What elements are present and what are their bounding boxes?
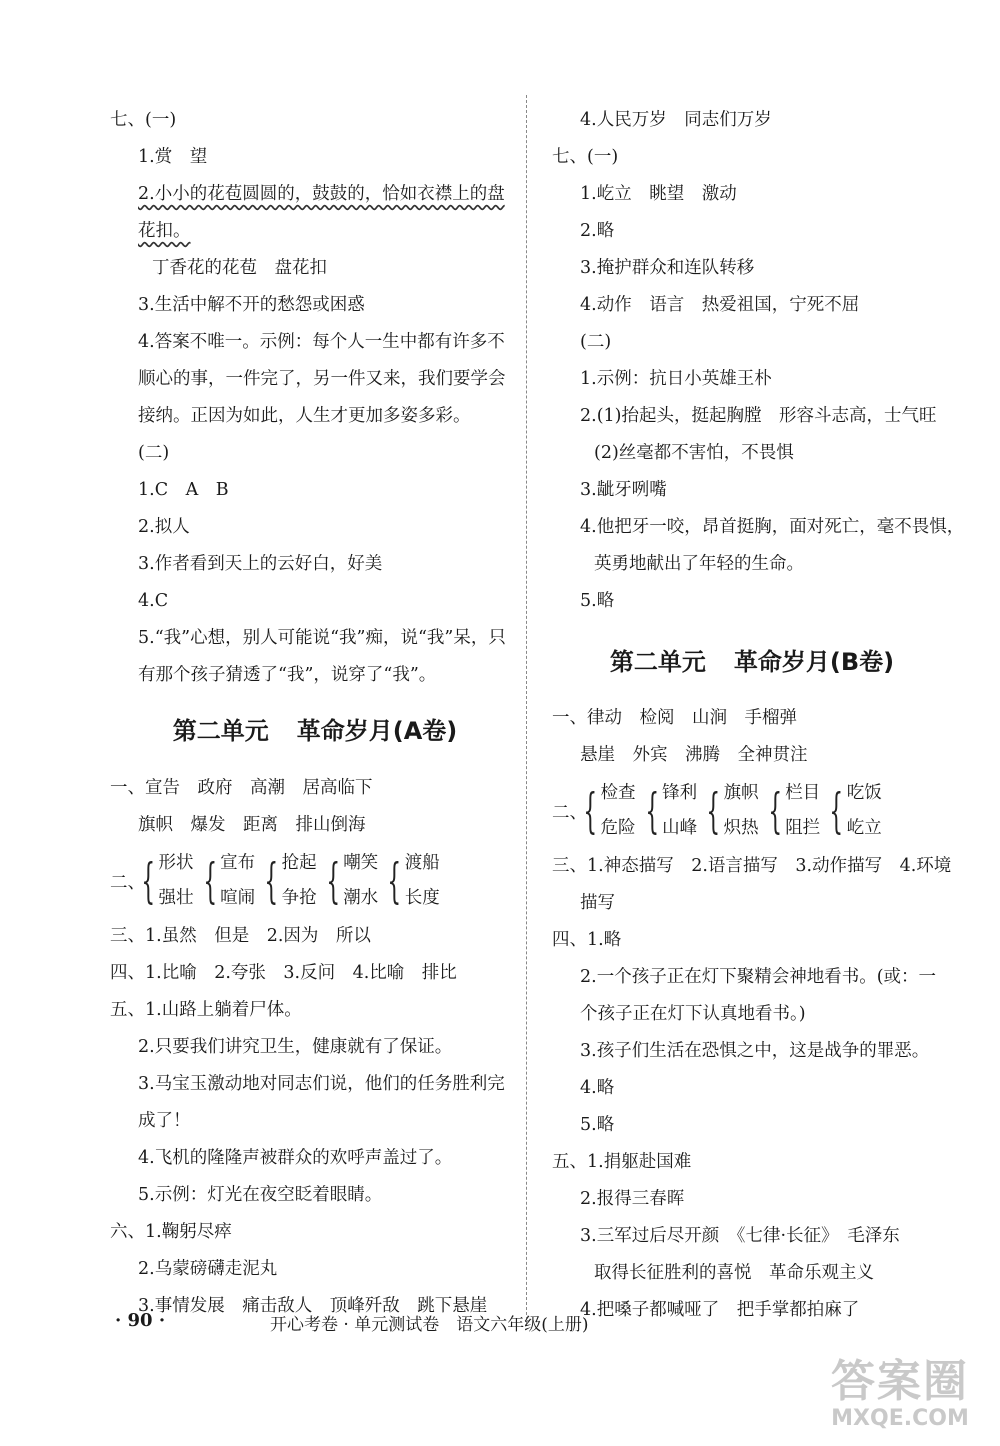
answer-line: 4.人民万岁 同志们万岁	[580, 110, 772, 130]
word-top: 旗帜	[723, 783, 759, 803]
word-top: 吃饭	[846, 783, 882, 803]
word-pair	[642, 776, 698, 846]
answer-line: 2.乌蒙磅礴走泥丸	[138, 1259, 278, 1279]
left-brace-icon: {	[706, 783, 721, 839]
heading-unit: 第二单元	[609, 648, 706, 676]
answer-line: 2.(1)抬起头，挺起胸膛 形容斗志高，士气旺	[580, 406, 937, 426]
word-bottom: 长度	[404, 888, 440, 908]
answer-line: (2)丝毫都不害怕，不畏惧	[594, 443, 794, 463]
answer-line: 3.三军过后尽开颜 《七律·长征》 毛泽东	[580, 1226, 900, 1246]
word-bottom: 山峰	[662, 818, 698, 838]
answer-line: 成了！	[138, 1111, 191, 1131]
word-pair	[384, 846, 440, 916]
left-brace-icon: {	[829, 783, 844, 839]
left-brace-icon: {	[387, 853, 402, 909]
word-top: 锋利	[662, 783, 698, 803]
answer-line: 4.略	[580, 1078, 615, 1098]
wavy-underlined-text: 2.小小的花苞圆圆的，鼓鼓的，恰如衣襟上的盘	[138, 184, 505, 204]
answer-line: 5.示例：灯光在夜空眨着眼睛。	[138, 1185, 383, 1205]
word-pair	[703, 776, 759, 846]
answer-line: 一、律动 检阅 山涧 手榴弹	[552, 708, 797, 728]
word-top: 检查	[600, 783, 636, 803]
answer-line: 4.他把牙一咬，昂首挺胸，面对死亡，毫不畏惧，	[580, 517, 965, 537]
answer-line: 接纳。正因为如此，人生才更加多姿多彩。	[138, 406, 471, 426]
heading-title: 革命岁月(B卷)	[733, 648, 895, 676]
answer-line: 悬崖 外宾 沸腾 全神贯注	[580, 745, 808, 765]
word-pair	[138, 846, 194, 916]
site-watermark	[815, 1356, 985, 1440]
answer-line: 5.“我”心想，别人可能说“我”痴，说“我”呆，只	[138, 628, 506, 648]
word-bottom: 喧闹	[220, 888, 256, 908]
answer-line: 四、1.比喻 2.夸张 3.反问 4.比喻 排比	[110, 963, 457, 983]
section-heading-a	[110, 706, 520, 756]
answer-line: 四、1.略	[552, 930, 622, 950]
brace-word-group	[110, 844, 520, 918]
answer-line: 3.事情发展 痛击敌人 顶峰歼敌 跳下悬崖	[138, 1296, 488, 1316]
answer-line: 3.马宝玉激动地对同志们说，他们的任务胜利完	[138, 1074, 505, 1094]
answer-line: 4.答案不唯一。示例：每个人一生中都有许多不	[138, 332, 505, 352]
answer-line: 描写	[580, 893, 615, 913]
watermark-url-text: MXQE.COM	[831, 1406, 969, 1431]
word-bottom: 危险	[600, 818, 636, 838]
answer-line: 英勇地献出了年轻的生命。	[594, 554, 804, 574]
watermark-logo-text: 答案圈	[831, 1356, 969, 1407]
word-pair	[580, 776, 636, 846]
section-heading-b	[552, 634, 952, 690]
answer-line: 五、1.捐躯赴国难	[552, 1152, 692, 1172]
word-bottom: 强壮	[158, 888, 194, 908]
answer-line: 4.飞机的隆隆声被群众的欢呼声盖过了。	[138, 1148, 453, 1168]
word-bottom: 阻拦	[785, 818, 821, 838]
answer-line: 个孩子正在灯下认真地看书。)	[580, 1004, 806, 1024]
answer-line: (二)	[138, 443, 170, 463]
answer-line: 1.屹立 眺望 激动	[580, 184, 737, 204]
right-column	[552, 102, 965, 1329]
answer-line: 有那个孩子猜透了“我”，说穿了“我”。	[138, 665, 437, 685]
word-pair	[765, 776, 821, 846]
answer-line: (二)	[580, 332, 612, 352]
answer-line: 3.作者看到天上的云好白，好美	[138, 554, 383, 574]
answer-line: 三、1.虽然 但是 2.因为 所以	[110, 926, 371, 946]
answer-line	[110, 176, 520, 213]
word-top: 抢起	[281, 853, 317, 873]
answer-line: 3.孩子们生活在恐惧之中，这是战争的罪恶。	[580, 1041, 930, 1061]
brace-word-group	[552, 774, 952, 848]
answer-line: 4.把嗓子都喊哑了 把手掌都拍麻了	[580, 1300, 860, 1320]
answer-line: 3.掩护群众和连队转移	[580, 258, 755, 278]
left-brace-icon: {	[264, 853, 279, 909]
heading-title: 革命岁月(A卷)	[296, 717, 458, 745]
column-divider	[526, 95, 527, 1325]
word-top: 形状	[158, 853, 194, 873]
answer-line: 2.报得三春晖	[580, 1189, 685, 1209]
answer-line: 5.略	[580, 591, 615, 611]
brace-prefix: 二、	[110, 872, 145, 893]
answer-line: 2.一个孩子正在灯下聚精会神地看书。(或：一	[580, 967, 937, 987]
word-top: 渡船	[404, 853, 440, 873]
word-pair	[323, 846, 379, 916]
word-top: 嘲笑	[343, 853, 379, 873]
answer-line: 2.略	[580, 221, 615, 241]
word-pair	[200, 846, 256, 916]
answer-line: 2.只要我们讲究卫生，健康就有了保证。	[138, 1037, 453, 1057]
left-brace-icon: {	[583, 783, 598, 839]
answer-line: 3.生活中解不开的愁怨或困惑	[138, 295, 365, 315]
answer-line: 3.龇牙咧嘴	[580, 480, 667, 500]
left-brace-icon: {	[202, 853, 217, 909]
answer-line: 取得长征胜利的喜悦 革命乐观主义	[594, 1263, 874, 1283]
answer-line: 三、1.神态描写 2.语言描写 3.动作描写 4.环境	[552, 856, 952, 876]
word-pair	[261, 846, 317, 916]
answer-line: 一、宣告 政府 高潮 居高临下	[110, 778, 373, 798]
word-top: 栏目	[785, 783, 821, 803]
answer-line: 1.赏 望	[138, 147, 208, 167]
answer-line: 2.拟人	[138, 517, 190, 537]
heading-unit: 第二单元	[172, 717, 269, 745]
page-number: · 90 ·	[115, 1310, 166, 1331]
answer-line: 1.示例：抗日小英雄王朴	[580, 369, 772, 389]
brace-prefix: 二、	[552, 802, 587, 823]
answer-line	[110, 213, 520, 250]
answer-line: 1.C A B	[138, 480, 229, 500]
word-bottom: 潮水	[343, 888, 379, 908]
wavy-underlined-text: 花扣。	[138, 221, 191, 241]
page-footer	[115, 1302, 715, 1342]
left-column	[110, 102, 520, 1325]
answer-line: 4.C	[138, 591, 169, 611]
answer-line: 旗帜 爆发 距离 排山倒海	[138, 815, 366, 835]
answer-line: 五、1.山路上躺着尸体。	[110, 1000, 302, 1020]
answer-line: 4.动作 语言 热爱祖国，宁死不屈	[580, 295, 860, 315]
answer-line: 5.略	[580, 1115, 615, 1135]
answer-line: 六、1.鞠躬尽瘁	[110, 1222, 232, 1242]
word-pair	[826, 776, 882, 846]
left-brace-icon: {	[644, 783, 659, 839]
left-brace-icon: {	[141, 853, 156, 909]
word-bottom: 炽热	[723, 818, 759, 838]
answer-line: 顺心的事，一件完了，另一件又来，我们要学会	[138, 369, 506, 389]
word-top: 宣布	[220, 853, 256, 873]
answer-line: 七、(一)	[110, 110, 177, 130]
left-brace-icon: {	[768, 783, 782, 839]
word-bottom: 屹立	[846, 818, 882, 838]
word-bottom: 争抢	[281, 888, 317, 908]
left-brace-icon: {	[326, 853, 340, 909]
answer-line: 七、(一)	[552, 147, 619, 167]
book-title: 开心考卷 · 单元测试卷 语文六年级(上册)	[270, 1315, 589, 1335]
answer-line: 丁香花的花苞 盘花扣	[152, 258, 327, 278]
